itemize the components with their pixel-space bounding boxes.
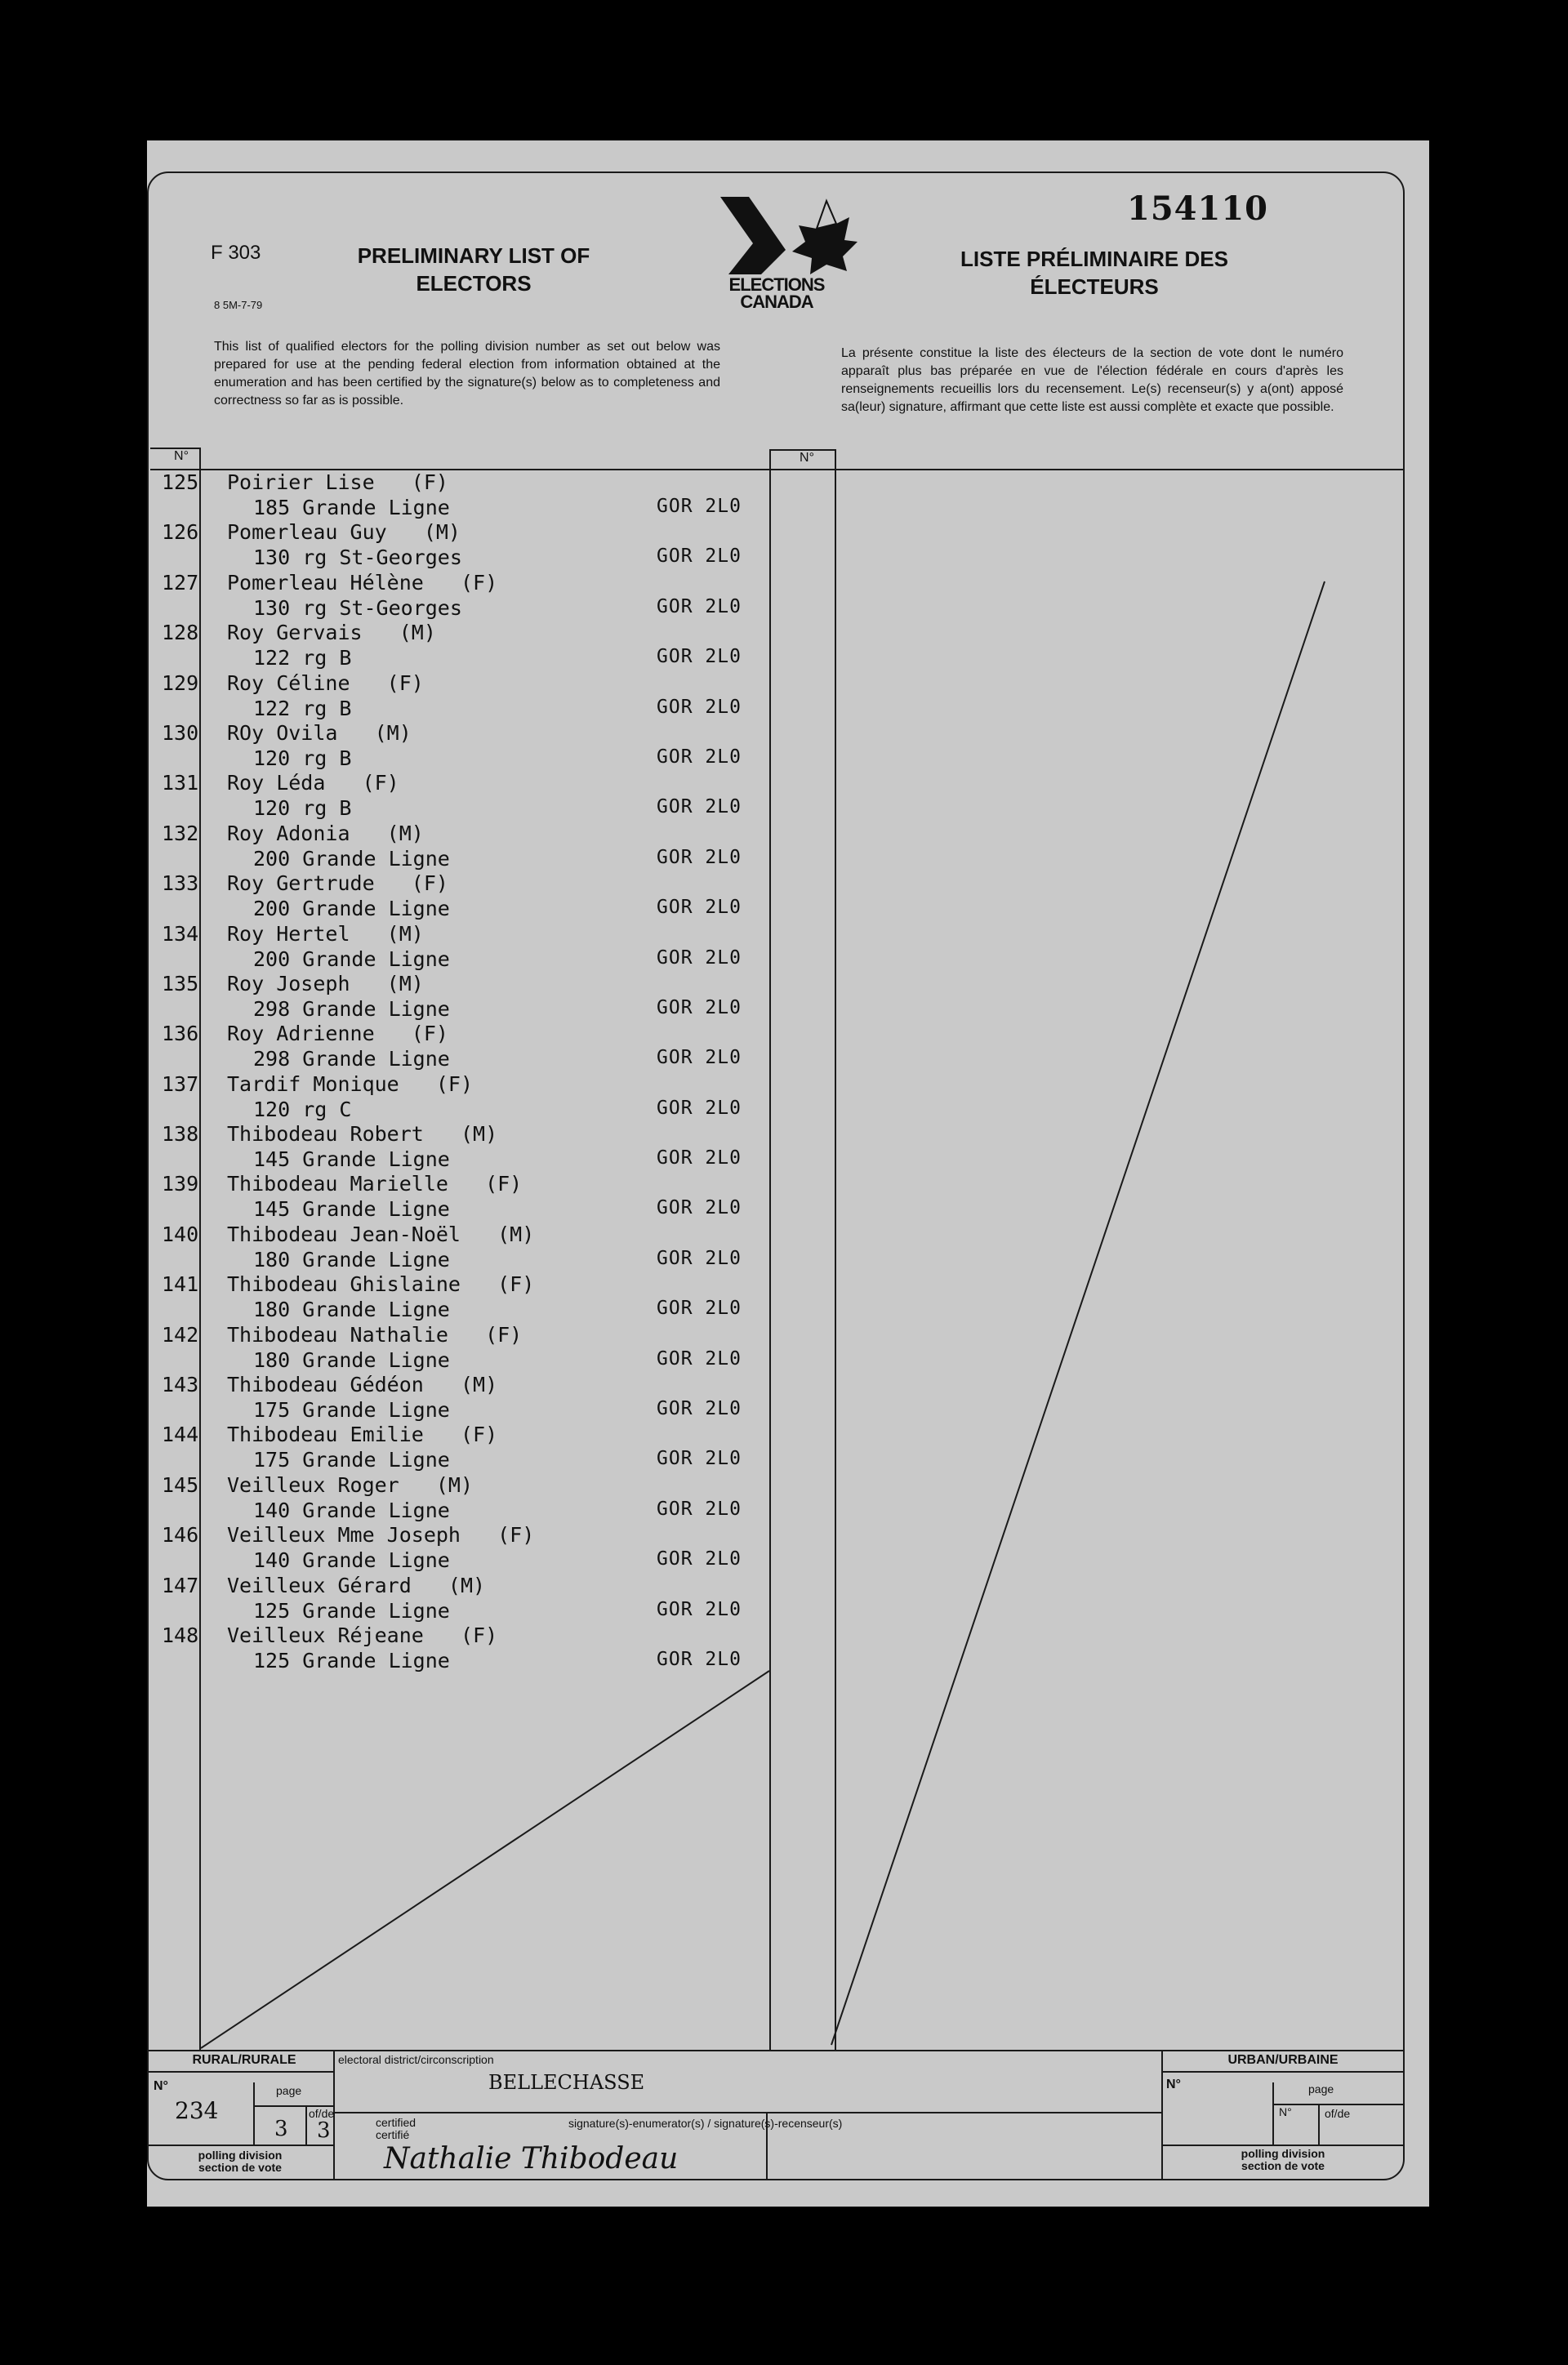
rural-header-rule (147, 2071, 333, 2073)
signature-label: signature(s)-enumerator(s) / signature(s)-recenseur(s) (568, 2117, 843, 2130)
serial-number: 154110 (1127, 189, 1268, 228)
elector-postal-code: GOR 2L0 (657, 696, 742, 718)
elector-name: Roy Hertel (M) (227, 921, 424, 946)
elector-name: Thibodeau Emilie (F) (227, 1423, 498, 1447)
district-rule (333, 2112, 1161, 2113)
elector-postal-code: GOR 2L0 (657, 1247, 742, 1269)
page-number: 3 (274, 2117, 288, 2141)
footer-top-rule (147, 2050, 1405, 2051)
elector-number: 139 (162, 1172, 199, 1196)
elector-name: Tardif Monique (F) (227, 1071, 474, 1096)
rural-page-label: page (276, 2084, 302, 2097)
elector-postal-code: GOR 2L0 (657, 1347, 742, 1370)
rural-polling-label-en: polling division (198, 2149, 283, 2162)
rural-page-divider (253, 2082, 255, 2145)
number-column-header-right: N° (800, 451, 814, 465)
elector-postal-code: GOR 2L0 (657, 1398, 742, 1420)
elector-postal-code: GOR 2L0 (657, 1147, 742, 1169)
elector-postal-code: GOR 2L0 (657, 1097, 742, 1119)
rural-no-label: N° (154, 2079, 168, 2093)
elector-number: 131 (162, 771, 199, 795)
elector-number: 143 (162, 1373, 199, 1397)
elector-address: 175 Grande Ligne (253, 1398, 450, 1423)
elector-number: 134 (162, 921, 199, 946)
elector-number: 140 (162, 1222, 199, 1246)
elector-number: 137 (162, 1071, 199, 1096)
elector-address: 125 Grande Ligne (253, 1648, 450, 1672)
urban-label: URBAN/URBAINE (1227, 2053, 1339, 2067)
intro-text-english: This list of qualified electors for the polling division number as set out below was prepared for use at the pending federal election from information obtained at the enumeration and has been certified by the signature(s) below as to completeness and correctness so far as is possible. (214, 340, 720, 408)
urban-no-label: N° (1166, 2078, 1181, 2091)
certified-label-en: certified (376, 2116, 416, 2129)
elector-postal-code: GOR 2L0 (657, 1648, 742, 1670)
elector-address: 122 rg B (253, 646, 352, 670)
elector-name: Veilleux Gérard (M) (227, 1573, 486, 1597)
elector-name: Roy Gervais (M) (227, 621, 436, 645)
elector-name: Thibodeau Nathalie (F) (227, 1322, 523, 1347)
elector-number: 138 (162, 1122, 199, 1147)
urban-polling-label-fr: section de vote (1241, 2159, 1325, 2172)
page-total: 3 (317, 2118, 331, 2143)
elector-address: 200 Grande Ligne (253, 846, 450, 871)
district-value: BELLECHASSE (488, 2071, 645, 2094)
elector-address: 175 Grande Ligne (253, 1448, 450, 1472)
urban-page-label: page (1308, 2082, 1334, 2096)
logo-line-2: CANADA (740, 292, 813, 312)
rural-polling-label-fr: section de vote (198, 2161, 282, 2174)
elector-number: 144 (162, 1423, 199, 1447)
elector-name: Roy Joseph (M) (227, 971, 424, 995)
elector-name: Veilleux Réjeane (F) (227, 1623, 498, 1647)
enumerator-signature: Nathalie Thibodeau (384, 2142, 679, 2176)
elector-number: 145 (162, 1472, 199, 1497)
rural-of-label: of/de (309, 2107, 335, 2120)
title-french: LISTE PRÉLIMINAIRE DES ÉLECTEURS (960, 247, 1228, 299)
elector-number: 128 (162, 621, 199, 645)
rural-bottom-rule (147, 2145, 333, 2146)
elector-number: 148 (162, 1623, 199, 1647)
elector-postal-code: GOR 2L0 (657, 1047, 742, 1069)
elector-number: 136 (162, 1022, 199, 1046)
elector-address: 200 Grande Ligne (253, 897, 450, 921)
certified-label (376, 2117, 416, 2141)
elector-number: 141 (162, 1272, 199, 1297)
elector-name: Roy Gertrude (F) (227, 871, 448, 896)
elector-address: 180 Grande Ligne (253, 1347, 450, 1372)
urban-bottom-rule (1161, 2145, 1405, 2146)
elector-number: 130 (162, 720, 199, 745)
intro-text-french: La présente constitue la liste des électeurs de la section de vote dont le numéro apparaît plus bas préparée en vue de l'élection fédérale en cours d'après les renseignements recueillis lors du recensement. Le(s) recenseur(s) y a(ont) apposé sa(leur) signature, affirmant que cette liste est aussi complète et exacte que possible. (841, 346, 1343, 414)
elector-postal-code: GOR 2L0 (657, 546, 742, 568)
urban-no-label-2: N° (1279, 2105, 1292, 2118)
elector-postal-code: GOR 2L0 (657, 595, 742, 617)
elector-name: Thibodeau Jean-Noël (M) (227, 1222, 535, 1246)
urban-polling-label (1161, 2148, 1405, 2172)
elector-postal-code: GOR 2L0 (657, 897, 742, 919)
elector-postal-code: GOR 2L0 (657, 846, 742, 868)
urban-page-rule (1272, 2104, 1405, 2105)
elector-address: 120 rg C (253, 1097, 352, 1121)
elector-address: 180 Grande Ligne (253, 1247, 450, 1272)
elector-name: Pomerleau Guy (M) (227, 520, 461, 545)
elector-number: 135 (162, 971, 199, 995)
logo-line-1: ELECTIONS (728, 274, 825, 295)
elector-address: 125 Grande Ligne (253, 1598, 450, 1623)
elector-name: Roy Léda (F) (227, 771, 399, 795)
elector-address: 145 Grande Ligne (253, 1197, 450, 1222)
elector-number: 127 (162, 570, 199, 595)
elector-postal-code: GOR 2L0 (657, 1548, 742, 1570)
urban-of-label: of/de (1325, 2107, 1351, 2120)
elector-postal-code: GOR 2L0 (657, 1498, 742, 1520)
elector-address: 298 Grande Ligne (253, 996, 450, 1021)
elector-postal-code: GOR 2L0 (657, 646, 742, 668)
elector-postal-code: GOR 2L0 (657, 1197, 742, 1219)
urban-polling-label-en: polling division (1241, 2147, 1325, 2160)
elector-number: 147 (162, 1573, 199, 1597)
elector-name: Roy Céline (F) (227, 670, 424, 695)
elector-address: 140 Grande Ligne (253, 1498, 450, 1522)
elector-address: 130 rg St-Georges (253, 595, 462, 620)
elector-name: ROy Ovila (M) (227, 720, 412, 745)
elector-address: 145 Grande Ligne (253, 1147, 450, 1172)
urban-of-divider (1318, 2104, 1320, 2145)
elector-address: 120 rg B (253, 746, 352, 770)
elector-address: 120 rg B (253, 796, 352, 821)
form-print-date: 8 5M-7-79 (214, 299, 263, 311)
elector-postal-code: GOR 2L0 (657, 796, 742, 818)
elector-name: Thibodeau Gédéon (M) (227, 1373, 498, 1397)
elector-postal-code: GOR 2L0 (657, 946, 742, 969)
elector-postal-code: GOR 2L0 (657, 1448, 742, 1470)
elector-name: Veilleux Mme Joseph (F) (227, 1523, 535, 1548)
form-number: F 303 (211, 242, 261, 264)
certified-label-fr: certifié (376, 2128, 410, 2141)
elector-name: Poirier Lise (F) (227, 470, 448, 494)
elector-postal-code: GOR 2L0 (657, 1598, 742, 1620)
polling-division-number: 234 (175, 2097, 219, 2124)
urban-header-rule (1161, 2071, 1405, 2073)
number-column-header: N° (174, 449, 189, 463)
rural-label: RURAL/RURALE (192, 2053, 296, 2067)
elector-name: Roy Adonia (M) (227, 821, 424, 845)
elector-postal-code: GOR 2L0 (657, 746, 742, 768)
rural-of-divider (305, 2105, 307, 2145)
elector-postal-code: GOR 2L0 (657, 496, 742, 517)
district-label: electoral district/circonscription (338, 2053, 494, 2066)
elector-name: Thibodeau Robert (M) (227, 1122, 498, 1147)
rural-polling-label (147, 2149, 333, 2174)
elector-number: 129 (162, 670, 199, 695)
elector-name: Veilleux Roger (M) (227, 1472, 474, 1497)
elector-address: 122 rg B (253, 696, 352, 720)
elector-address: 130 rg St-Georges (253, 546, 462, 570)
elector-postal-code: GOR 2L0 (657, 996, 742, 1018)
elector-number: 125 (162, 470, 199, 494)
elector-address: 200 Grande Ligne (253, 946, 450, 971)
elector-address: 185 Grande Ligne (253, 496, 450, 519)
urban-page-divider (1272, 2082, 1274, 2145)
elector-number: 132 (162, 821, 199, 845)
title-english: PRELIMINARY LIST OF ELECTORS (357, 243, 590, 296)
elector-name: Pomerleau Hélène (F) (227, 570, 498, 595)
elector-number: 133 (162, 871, 199, 896)
elector-number: 146 (162, 1523, 199, 1548)
elector-address: 180 Grande Ligne (253, 1298, 450, 1322)
elector-number: 126 (162, 520, 199, 545)
elector-postal-code: GOR 2L0 (657, 1298, 742, 1320)
elector-name: Roy Adrienne (F) (227, 1022, 448, 1046)
elector-address: 298 Grande Ligne (253, 1047, 450, 1071)
elector-name: Thibodeau Ghislaine (F) (227, 1272, 535, 1297)
elector-address: 140 Grande Ligne (253, 1548, 450, 1573)
elector-name: Thibodeau Marielle (F) (227, 1172, 523, 1196)
elector-number: 142 (162, 1322, 199, 1347)
